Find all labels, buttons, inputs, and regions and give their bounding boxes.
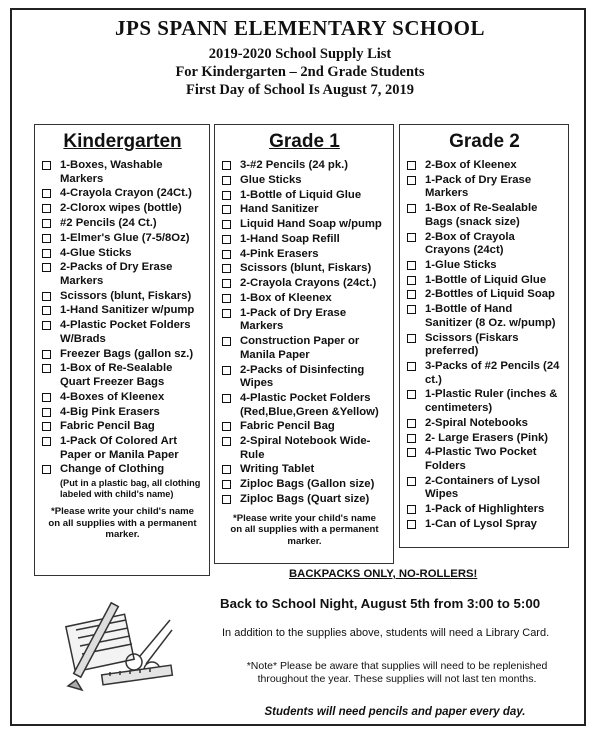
supply-item bbox=[222, 392, 387, 419]
supply-list-year: 2019-2020 School Supply List bbox=[208, 46, 392, 62]
supply-item bbox=[42, 304, 203, 318]
supply-item bbox=[222, 364, 387, 391]
supply-item-label: 1-Pack of Dry Erase Markers bbox=[240, 306, 347, 333]
supply-item bbox=[42, 290, 203, 304]
checkbox-icon bbox=[42, 263, 51, 272]
supply-item-label: 3-#2 Pencils (24 pk.) bbox=[240, 159, 348, 171]
supply-item-label: 1-Glue Sticks bbox=[425, 258, 497, 271]
supply-item bbox=[222, 335, 387, 362]
supply-item-label: Scissors (Fiskars preferred) bbox=[425, 331, 519, 358]
supply-item bbox=[222, 233, 387, 247]
checkbox-icon bbox=[42, 249, 51, 258]
checkbox-icon bbox=[407, 520, 416, 529]
pencils-paper-note: Students will need pencils and paper every day. bbox=[264, 706, 526, 718]
supply-item-label: 4-Big Pink Erasers bbox=[60, 405, 160, 418]
supply-item-label: 2-Crayola Crayons (24ct.) bbox=[240, 277, 377, 290]
checkbox-icon bbox=[42, 292, 51, 301]
checkbox-icon bbox=[42, 204, 51, 213]
checkbox-icon bbox=[407, 390, 416, 399]
checkbox-icon bbox=[407, 334, 416, 343]
checkbox-icon bbox=[42, 321, 51, 330]
checkbox-icon bbox=[42, 437, 51, 446]
supply-item bbox=[42, 420, 203, 434]
supply-item bbox=[42, 348, 203, 362]
checkbox-icon bbox=[42, 161, 51, 170]
back-to-school-night: Back to School Night, August 5th from 3:00 to 5:00 bbox=[220, 596, 541, 611]
checkbox-icon bbox=[42, 234, 51, 243]
supply-item bbox=[407, 274, 562, 288]
checkbox-icon bbox=[222, 337, 231, 346]
supply-item bbox=[42, 187, 203, 201]
checkbox-icon bbox=[222, 235, 231, 244]
checkbox-icon bbox=[222, 294, 231, 303]
supply-item bbox=[222, 218, 387, 232]
supply-item-label: Hand Sanitizer bbox=[240, 203, 319, 216]
kindergarten-title: Kindergarten bbox=[63, 131, 182, 152]
supply-item bbox=[222, 203, 387, 217]
supply-item-label: 2- Large Erasers (Pink) bbox=[425, 431, 549, 444]
supply-item-label: 1-Box of Kleenex bbox=[240, 292, 332, 305]
first-day: First Day of School Is August 7, 2019 bbox=[186, 82, 414, 98]
supply-item bbox=[407, 518, 562, 532]
supply-item-label: 4-Plastic Pocket Folders (Red,Blue,Green &Yellow) bbox=[240, 391, 379, 418]
checkbox-icon bbox=[222, 220, 231, 229]
checkbox-icon bbox=[407, 362, 416, 371]
grade1-title: Grade 1 bbox=[269, 131, 340, 152]
checkbox-icon bbox=[407, 434, 416, 443]
supply-item bbox=[222, 478, 387, 492]
grade1-list bbox=[222, 159, 387, 507]
supply-item bbox=[42, 232, 203, 246]
supply-item-label: Change of Clothing bbox=[60, 463, 165, 476]
checkbox-icon bbox=[222, 250, 231, 259]
supply-item bbox=[42, 463, 203, 477]
supply-item bbox=[407, 388, 562, 415]
grade1-column bbox=[214, 124, 394, 564]
supply-item bbox=[42, 435, 203, 462]
checkbox-icon bbox=[407, 305, 416, 314]
supply-item bbox=[222, 174, 387, 188]
checkbox-icon bbox=[407, 161, 416, 170]
supply-item bbox=[407, 475, 562, 502]
checkbox-icon bbox=[222, 191, 231, 200]
supply-item-label: Scissors (blunt, Fiskars) bbox=[240, 262, 372, 275]
supply-item-label: 2-Clorox wipes (bottle) bbox=[60, 202, 182, 215]
supply-item-label: 4-Boxes of Kleenex bbox=[60, 390, 165, 403]
grade-range: For Kindergarten – 2nd Grade Students bbox=[175, 64, 425, 80]
supply-item bbox=[407, 174, 562, 201]
supply-item-label: 4-Plastic Pocket Folders W/Brads bbox=[60, 319, 191, 345]
grade2-column bbox=[399, 124, 569, 548]
supply-item-label: Glue Sticks bbox=[240, 173, 302, 186]
library-card-note: In addition to the supplies above, students will need a Library Card. bbox=[222, 627, 550, 639]
supply-item bbox=[42, 391, 203, 405]
supply-item-label: Fabric Pencil Bag bbox=[240, 420, 335, 433]
supply-item-label: 2-Box of Crayola Crayons (24ct) bbox=[425, 230, 515, 257]
supply-item-label: 4-Plastic Two Pocket Folders bbox=[425, 446, 537, 472]
supply-item bbox=[42, 202, 203, 216]
checkbox-icon bbox=[222, 279, 231, 288]
grade2-list bbox=[407, 159, 562, 531]
supply-item bbox=[42, 247, 203, 261]
supply-item-label: 1-Bottle of Liquid Glue bbox=[425, 273, 547, 286]
kindergarten-list bbox=[42, 159, 203, 477]
clothing-note: (Put in a plastic bag, all clothing labeled with child's name) bbox=[60, 478, 201, 500]
checkbox-icon bbox=[222, 495, 231, 504]
checkbox-icon bbox=[407, 505, 416, 514]
checkbox-icon bbox=[407, 448, 416, 457]
kindergarten-name-note: *Please write your child's name on all supplies with a permanent marker. bbox=[48, 506, 197, 541]
supply-item-label: 2-Containers of Lysol Wipes bbox=[425, 474, 541, 501]
supply-item-label: 1-Pack of Highlighters bbox=[425, 503, 545, 516]
supply-item-label: Ziploc Bags (Gallon size) bbox=[240, 478, 375, 491]
supply-item bbox=[407, 332, 562, 359]
grade2-title: Grade 2 bbox=[449, 131, 520, 152]
supply-item bbox=[407, 231, 562, 258]
kindergarten-column bbox=[34, 124, 210, 576]
supply-item-label: 2-Packs of Dry Erase Markers bbox=[60, 261, 173, 287]
checkbox-icon bbox=[222, 264, 231, 273]
supply-item-label: 1-Box of Re-Sealable Quart Freezer Bags bbox=[60, 362, 173, 388]
supply-item-label: 1-Boxes, Washable Markers bbox=[60, 159, 163, 185]
supply-item-label: 1-Elmer's Glue (7-5/8Oz) bbox=[60, 231, 190, 244]
supply-item-label: 3-Packs of #2 Pencils (24 ct.) bbox=[425, 360, 560, 386]
checkbox-icon bbox=[42, 350, 51, 359]
checkbox-icon bbox=[222, 437, 231, 446]
supply-item bbox=[222, 189, 387, 203]
supply-item bbox=[407, 259, 562, 273]
checkbox-icon bbox=[407, 176, 416, 185]
supply-item-label: 4-Crayola Crayon (24Ct.) bbox=[60, 187, 192, 200]
supply-item-label: 2-Bottles of Liquid Soap bbox=[425, 288, 555, 301]
supply-item-label: 2-Box of Kleenex bbox=[425, 159, 517, 171]
supply-item-label: 2-Packs of Disinfecting Wipes bbox=[240, 363, 365, 390]
checkbox-icon bbox=[407, 233, 416, 242]
checkbox-icon bbox=[222, 309, 231, 318]
supply-item bbox=[222, 262, 387, 276]
supply-item-label: 1-Hand Soap Refill bbox=[240, 232, 340, 245]
supply-item-label: 4-Glue Sticks bbox=[60, 246, 132, 259]
checkbox-icon bbox=[42, 465, 51, 474]
supply-item-label: 1-Plastic Ruler (inches & centimeters) bbox=[425, 388, 558, 414]
supply-item bbox=[407, 417, 562, 431]
school-supplies-clipart bbox=[62, 590, 182, 700]
checkbox-icon bbox=[42, 393, 51, 402]
supply-item bbox=[222, 420, 387, 434]
replenish-note: *Note* Please be aware that supplies will need to be replenished throughout the year. These supplies will not last ten months. bbox=[246, 660, 548, 685]
supply-item bbox=[222, 463, 387, 477]
checkbox-icon bbox=[42, 422, 51, 431]
supply-item-label: 1-Can of Lysol Spray bbox=[425, 517, 537, 530]
supply-item bbox=[407, 159, 562, 173]
checkbox-icon bbox=[42, 219, 51, 228]
checkbox-icon bbox=[222, 480, 231, 489]
supply-item bbox=[407, 360, 562, 387]
supply-item bbox=[222, 292, 387, 306]
supply-item bbox=[407, 446, 562, 473]
supply-item bbox=[222, 277, 387, 291]
supply-item bbox=[42, 406, 203, 420]
supply-item bbox=[407, 432, 562, 446]
header bbox=[0, 16, 600, 99]
supply-item bbox=[222, 307, 387, 334]
checkbox-icon bbox=[222, 465, 231, 474]
supply-item-label: Writing Tablet bbox=[240, 463, 315, 476]
checkbox-icon bbox=[42, 364, 51, 373]
supply-item-label: Liquid Hand Soap w/pump bbox=[240, 218, 382, 231]
supply-item bbox=[407, 202, 562, 229]
checkbox-icon bbox=[222, 176, 231, 185]
supply-item bbox=[407, 288, 562, 302]
supply-item-label: 1-Pack of Dry Erase Markers bbox=[425, 173, 532, 200]
supply-item bbox=[42, 362, 203, 389]
supply-item bbox=[222, 435, 387, 462]
supply-item-label: Ziploc Bags (Quart size) bbox=[240, 493, 370, 506]
checkbox-icon bbox=[222, 205, 231, 214]
checkbox-icon bbox=[407, 204, 416, 213]
checkbox-icon bbox=[407, 290, 416, 299]
checkbox-icon bbox=[42, 189, 51, 198]
supply-item-label: 1-Bottle of Liquid Glue bbox=[240, 188, 362, 201]
school-name: JPS SPANN ELEMENTARY SCHOOL bbox=[115, 16, 485, 40]
supply-item-label: 1-Pack Of Colored Art Paper or Manila Paper bbox=[60, 435, 179, 461]
checkbox-icon bbox=[407, 276, 416, 285]
supply-item bbox=[222, 159, 387, 173]
supply-item bbox=[222, 493, 387, 507]
supply-item bbox=[42, 261, 203, 288]
supply-item-label: #2 Pencils (24 Ct.) bbox=[60, 216, 157, 229]
supply-item-label: 1-Box of Re-Sealable Bags (snack size) bbox=[425, 202, 538, 228]
supply-item-label: Fabric Pencil Bag bbox=[60, 420, 155, 433]
supply-item-label: 1-Hand Sanitizer w/pump bbox=[60, 304, 195, 317]
supply-item-label: 1-Bottle of Hand Sanitizer (8 Oz. w/pump) bbox=[425, 303, 556, 329]
supply-item bbox=[222, 248, 387, 262]
supply-item-label: 2-Spiral Notebooks bbox=[425, 416, 528, 429]
supply-item-label: Construction Paper or Manila Paper bbox=[240, 335, 360, 361]
supply-item bbox=[407, 303, 562, 330]
supply-item-label: 4-Pink Erasers bbox=[240, 247, 319, 260]
supply-item-label: Scissors (blunt, Fiskars) bbox=[60, 289, 192, 302]
supply-item-label: 2-Spiral Notebook Wide-Rule bbox=[240, 435, 371, 461]
checkbox-icon bbox=[407, 477, 416, 486]
supply-item-label: Freezer Bags (gallon sz.) bbox=[60, 347, 194, 360]
supply-item bbox=[42, 319, 203, 346]
checkbox-icon bbox=[222, 161, 231, 170]
checkbox-icon bbox=[222, 394, 231, 403]
checkbox-icon bbox=[407, 261, 416, 270]
checkbox-icon bbox=[407, 419, 416, 428]
checkbox-icon bbox=[42, 306, 51, 315]
supply-item bbox=[407, 503, 562, 517]
checkbox-icon bbox=[42, 408, 51, 417]
backpacks-notice: BACKPACKS ONLY, NO-ROLLERS! bbox=[289, 568, 478, 580]
supply-item bbox=[42, 159, 203, 186]
checkbox-icon bbox=[222, 366, 231, 375]
supply-item bbox=[42, 217, 203, 231]
checkbox-icon bbox=[222, 422, 231, 431]
grade1-name-note: *Please write your child's name on all supplies with a permanent marker. bbox=[230, 512, 379, 547]
